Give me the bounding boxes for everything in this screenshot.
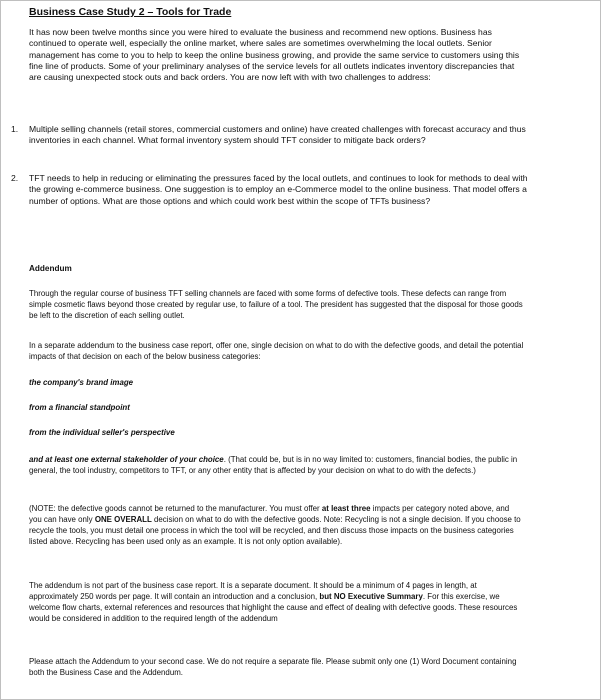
question-1 <box>11 124 531 147</box>
category-financial: from a financial standpoint <box>29 403 130 412</box>
addendum-paragraph-1: Through the regular course of business TFT selling channels are faced with some forms of defective tools. These defects can range from simple cosmetic flaws beyond those created by regular use, to failure of a tool. The president has suggested that the disposal for those goods be left to the discretion of each selling outlet. <box>29 289 523 321</box>
intro-paragraph: It has now been twelve months since you were hired to evaluate the business and recommend new options. Business has continued to operate well, especially the online market, where sales are sometimes overwhelming the local outlets. Senior management has come to you to help to keep the online business growing, and provide the same service to customers using this fine line of products. Some of your preliminary analyses of the service levels for all outlets indicates inventory discrepancies that are causing unexpected stock outs and back orders. You are now left with with two challenges to address: <box>29 27 520 83</box>
submission-paragraph: Please attach the Addendum to your second case. We do not require a separate file. Please submit only one (1) Word Document containing both the Business Case and the Addendum. <box>29 657 517 678</box>
note-emphasis: ONE OVERALL <box>94 515 152 525</box>
note-emphasis: at least three <box>321 504 371 513</box>
addendum-heading: Addendum <box>29 264 72 273</box>
addendum-paragraph-2: In a separate addendum to the business case report, offer one, single decision on what to do with the defective goods, and detail the potential impacts of that decision on each of the below business categories: <box>29 341 524 362</box>
category-external-rest: . (That could be, but is in no way limited to: customers, financial bodies, the public in general, the tool industry, competitors to TFT, or any other entity that is affected by your decision on what to do with the defects.) <box>29 455 518 476</box>
note-text: decision on what to do with the defective goods. Note: Recycling is not a single decision. If you choose to recycle the tools, you must detail one process in which the tool will be recycled, and then discuss those impacts on the business categories listed above. Recycling has been used only as an example. It is not only option available). <box>29 515 521 547</box>
note-text: (NOTE: the defective goods cannot be returned to the manufacturer. You must offer <box>29 504 322 513</box>
note-paragraph <box>29 503 524 547</box>
note-text: impacts per category noted above, and you can have only <box>29 504 510 525</box>
question-text: Multiple selling channels (retail stores, commercial customers and online) have created challenges with forecast accuracy and thus inventories in each channel. What formal inventory system should TFT consider to mitigate back orders? <box>29 124 526 146</box>
category-external-stakeholder <box>29 454 524 476</box>
requirements-paragraph <box>29 580 524 624</box>
question-number: 1. <box>11 124 19 134</box>
category-brand-image: the company's brand image <box>29 378 134 387</box>
requirements-emphasis: but NO Executive Summary <box>319 592 423 602</box>
question-text: TFT needs to help in reducing or eliminating the pressures faced by the local outlets, and continues to look for methods to deal with the growing e-commerce business. One suggestion is to employ an e-Commerce model to the online business. That model offers a number of options. What are those options and which could work best within the scope of TFTs business? <box>29 173 528 206</box>
category-seller: from the individual seller's perspective <box>29 428 175 437</box>
document-title: Business Case Study 2 – Tools for Trade <box>29 6 232 18</box>
category-external-bold: and at least one external stakeholder of your choice <box>29 455 224 464</box>
requirements-text: The addendum is not part of the business case report. It is a separate document. It should be a minimum of 4 pages in length, at approximately 250 words per page. It will contain an introduction and a conclusion, <box>29 581 477 602</box>
question-2 <box>11 173 531 207</box>
requirements-text: . For this exercise, we welcome flow charts, external references and resources that highlight the cause and effect of dealing with defective goods. These resources would be considered in addition to the required length of the addendum <box>29 592 518 624</box>
question-number: 2. <box>11 173 19 183</box>
